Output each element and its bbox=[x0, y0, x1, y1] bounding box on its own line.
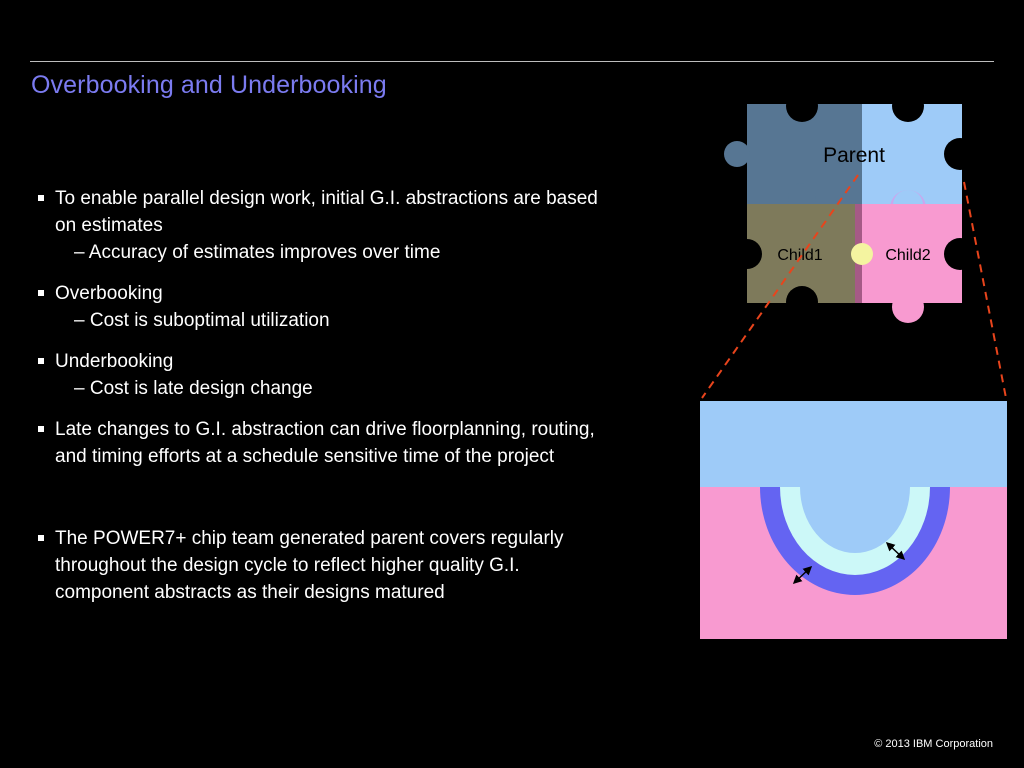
child2-label: Child2 bbox=[885, 247, 931, 264]
slide-title: Overbooking and Underbooking bbox=[31, 71, 387, 99]
zoom-leader-line-right bbox=[964, 182, 1006, 398]
child2-tab-left bbox=[851, 243, 873, 265]
child1-label: Child1 bbox=[777, 247, 823, 264]
bullet-text: Overbooking bbox=[55, 283, 163, 304]
bullet-subtext: – Accuracy of estimates improves over time bbox=[74, 242, 441, 263]
bullet-text: The POWER7+ chip team generated parent covers regularly throughout the design cycle to reflect higher quality G.I. component abstracts as their designs matured bbox=[55, 528, 564, 603]
bullet-text: Underbooking bbox=[55, 351, 174, 372]
bullet-text: Late changes to G.I. abstraction can drive floorplanning, routing, and timing efforts at a schedule sensitive time of the project bbox=[55, 419, 595, 467]
bullet-subtext: – Cost is suboptimal utilization bbox=[74, 310, 330, 331]
zoom-parent-region bbox=[700, 401, 1007, 487]
bullet-text: To enable parallel design work, initial G.I. abstractions are based on estimates bbox=[55, 188, 598, 236]
child2-tab-bottom bbox=[892, 291, 924, 323]
zoom-detail bbox=[700, 401, 1007, 639]
bullet-subtext: – Cost is late design change bbox=[74, 378, 313, 399]
notch-bottom-left bbox=[786, 286, 818, 318]
notch-left-bottom bbox=[732, 239, 762, 269]
copyright-footer: © 2013 IBM Corporation bbox=[874, 738, 993, 750]
notch-top-left bbox=[786, 90, 818, 122]
parent-tab-left bbox=[724, 141, 750, 167]
notch-right-bottom bbox=[944, 238, 976, 270]
notch-top-right bbox=[892, 90, 924, 122]
parent-label: Parent bbox=[823, 144, 885, 167]
notch-right-top bbox=[944, 138, 976, 170]
puzzle-pieces bbox=[724, 90, 976, 323]
